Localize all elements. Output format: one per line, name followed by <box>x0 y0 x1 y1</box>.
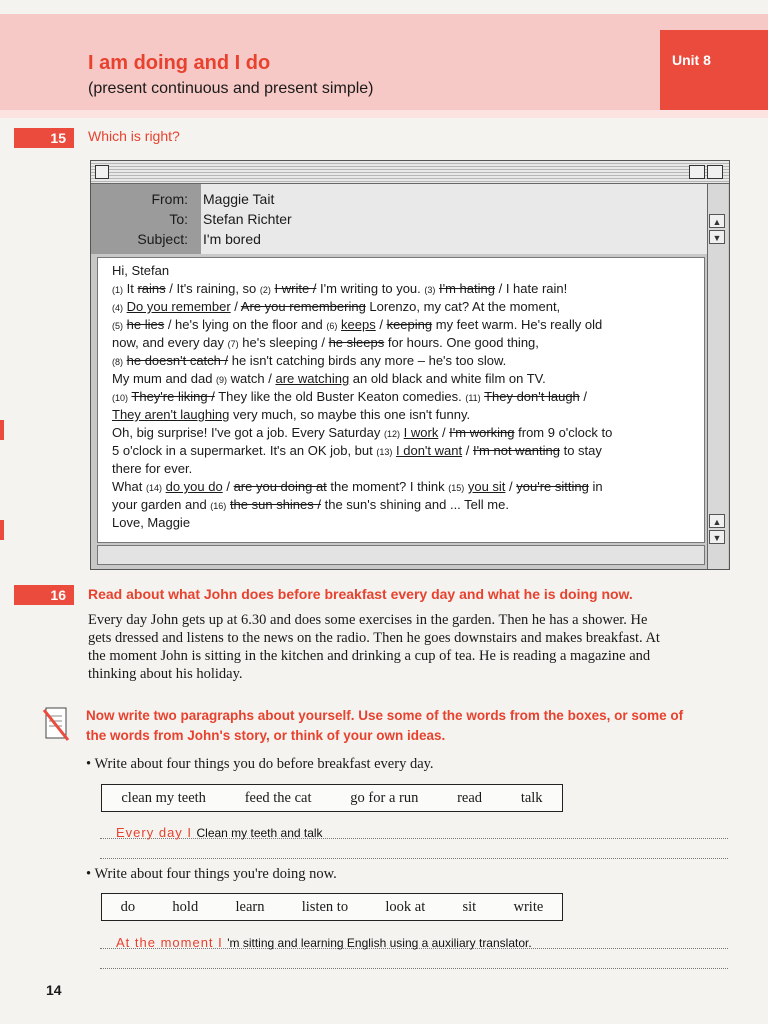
scroll-up-arrow-icon[interactable]: ▲ <box>709 514 725 528</box>
word-box-item: clean my teeth <box>121 789 206 806</box>
message-line: (1) It rains / It's raining, so (2) I write / I'm writing to you. (3) I'm hating / I hate rain! <box>112 281 568 296</box>
zoom-box-icon[interactable] <box>689 165 705 179</box>
word-box-item: write <box>513 898 544 915</box>
john-paragraph-line: Every day John gets up at 6.30 and does some exercises in the garden. Then he has a shower. He <box>88 612 648 628</box>
bullet-instruction-2: • Write about four things you're doing now. <box>86 866 337 882</box>
word-box-item: look at <box>385 898 426 915</box>
word-box-1 <box>101 784 563 812</box>
writing-icon <box>40 704 74 744</box>
scroll-down-arrow-icon[interactable]: ▼ <box>709 230 725 244</box>
message-line: there for ever. <box>112 461 193 476</box>
email-message-body[interactable] <box>97 257 705 543</box>
answer-1[interactable] <box>116 824 323 842</box>
subject-value: I'm bored <box>203 231 261 247</box>
exercise-16-number: 16 <box>14 585 74 605</box>
message-line: (4) Do you remember / Are you remembering Lorenzo, my cat? At the moment, <box>112 299 561 314</box>
unit-label: Unit 8 <box>672 52 711 68</box>
to-value: Stefan Richter <box>203 211 292 227</box>
bullet-instruction-1: • Write about four things you do before breakfast every day. <box>86 756 434 772</box>
header-strip <box>0 110 768 118</box>
vertical-scrollbar[interactable] <box>707 184 728 569</box>
instruction-line: Now write two paragraphs about yourself. Use some of the words from the boxes, or some of <box>86 708 684 723</box>
from-label: From: <box>151 191 188 207</box>
exercise-15-number: 15 <box>14 128 74 148</box>
subject-label: Subject: <box>137 231 188 247</box>
from-value: Maggie Tait <box>203 191 275 207</box>
horizontal-scrollbar[interactable] <box>97 545 705 565</box>
message-line: (5) he lies / he's lying on the floor and (6) keeps / keeping my feet warm. He's really old <box>112 317 603 332</box>
scroll-down-arrow-icon[interactable]: ▼ <box>709 530 725 544</box>
john-paragraph-line: the moment John is sitting in the kitchen and drinking a cup of tea. He is reading a magazine and <box>88 648 651 664</box>
message-line: (8) he doesn't catch / he isn't catching birds any more – he's too slow. <box>112 353 507 368</box>
word-box-item: read <box>457 789 483 806</box>
answer-2-text[interactable]: 'm sitting and learning English using a auxiliary translator. <box>227 936 532 950</box>
answer-line[interactable] <box>100 968 728 969</box>
page-title: I am doing and I do <box>88 52 271 74</box>
email-window <box>90 160 730 570</box>
answer-2-prompt: At the moment I <box>116 935 223 950</box>
unit-box <box>660 30 768 110</box>
word-box-item: hold <box>172 898 199 915</box>
message-line: Oh, big surprise! I've got a job. Every Saturday (12) I work / I'm working from 9 o'clock to <box>112 425 613 440</box>
john-paragraph-line: gets dressed and listens to the news on the radio. Then he goes downstairs and makes breakfast. At <box>88 630 660 646</box>
collapse-box-icon[interactable] <box>707 165 723 179</box>
window-titlebar[interactable] <box>91 161 729 184</box>
message-line: Hi, Stefan <box>112 263 170 278</box>
word-box-item: sit <box>462 898 477 915</box>
message-line: My mum and dad (9) watch / are watching an old black and white film on TV. <box>112 371 546 386</box>
margin-mark <box>0 520 4 540</box>
word-box-item: go for a run <box>350 789 419 806</box>
to-label: To: <box>169 211 188 227</box>
word-box-item: talk <box>520 789 543 806</box>
message-line: Love, Maggie <box>112 515 191 530</box>
answer-line[interactable] <box>100 858 728 859</box>
message-line: They aren't laughing very much, so maybe this one isn't funny. <box>112 407 471 422</box>
page-number: 14 <box>46 982 62 998</box>
word-box-item: listen to <box>301 898 349 915</box>
instruction-line: the words from John's story, or think of your own ideas. <box>86 728 446 743</box>
word-box-item: feed the cat <box>244 789 312 806</box>
message-line: your garden and (16) the sun shines / the sun's shining and ... Tell me. <box>112 497 509 512</box>
answer-1-text[interactable]: Clean my teeth and talk <box>196 826 323 840</box>
message-line: 5 o'clock in a supermarket. It's an OK job, but (13) I don't want / I'm not wanting to stay <box>112 443 602 458</box>
message-line: now, and every day (7) he's sleeping / he sleeps for hours. One good thing, <box>112 335 539 350</box>
word-box-2 <box>101 893 563 921</box>
answer-2[interactable] <box>116 934 532 952</box>
message-line: (10) They're liking / They like the old Buster Keaton comedies. (11) They don't laugh / <box>112 389 588 404</box>
close-box-icon[interactable] <box>95 165 109 179</box>
word-box-item: learn <box>235 898 265 915</box>
exercise-16-title: Read about what John does before breakfast every day and what he is doing now. <box>88 586 633 602</box>
john-paragraph-line: thinking about his holiday. <box>88 666 243 682</box>
scroll-up-arrow-icon[interactable]: ▲ <box>709 214 725 228</box>
bullet-1-text: Write about four things you do before breakfast every day. <box>94 756 434 772</box>
margin-mark <box>0 420 4 440</box>
page-subtitle: (present continuous and present simple) <box>88 80 374 97</box>
message-line: What (14) do you do / are you doing at the moment? I think (15) you sit / you're sitting in <box>112 479 603 494</box>
bullet-2-text: Write about four things you're doing now. <box>94 866 337 882</box>
answer-1-prompt: Every day I <box>116 825 193 840</box>
word-box-item: do <box>120 898 136 915</box>
exercise-15-title: Which is right? <box>88 128 180 144</box>
